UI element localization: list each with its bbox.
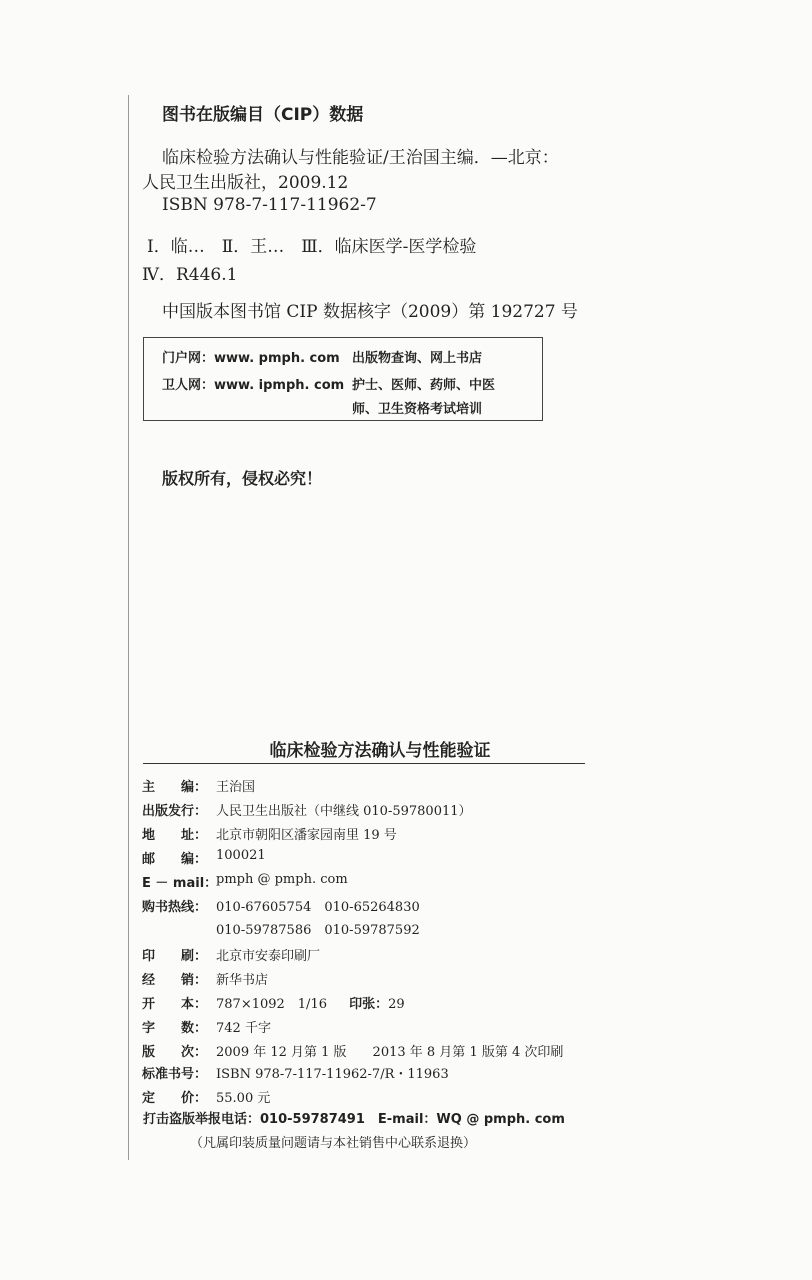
imprint-label: 定 价：: [142, 1091, 208, 1106]
portal-description: 出版物查询、网上书店: [352, 351, 483, 366]
imprint-value: [216, 993, 405, 1012]
imprint-label: 购书热线：: [142, 900, 208, 915]
imprint-label: 邮 编：: [142, 852, 208, 867]
imprint-label: 出版发行：: [142, 804, 208, 819]
imprint-value: 100021: [216, 848, 266, 863]
imprint-label: 地 址：: [142, 828, 208, 843]
cip-subjects: Ⅰ．临… Ⅱ．王… Ⅲ．临床医学-医学检验: [147, 237, 477, 257]
imprint-value: 742 千字: [216, 1021, 271, 1036]
print-sheets-label: 印张：: [349, 997, 389, 1012]
cip-line-2: 人民卫生出版社，2009.12: [142, 173, 349, 193]
imprint-label: 主 编：: [142, 780, 208, 795]
print-sheets-value: 29: [388, 997, 405, 1012]
piracy-hotline: 打击盗版举报电话：010-59787491 E-mail：WQ @ pmph. com: [143, 1112, 565, 1127]
title-rule: [143, 763, 585, 764]
imprint-value: 北京市朝阳区潘家园南里 19 号: [216, 828, 397, 843]
imprint-value: 人民卫生出版社（中继线 010-59780011）: [216, 804, 472, 819]
imprint-value: pmph @ pmph. com: [216, 872, 348, 887]
imprint-value: 2009 年 12 月第 1 版 2013 年 8 月第 1 版第 4 次印刷: [216, 1045, 564, 1060]
cip-title: 图书在版编目（CIP）数据: [162, 105, 364, 125]
format-value: 787×1092 1/16: [216, 997, 327, 1012]
imprint-value: 010-59787586 010-59787592: [216, 923, 420, 938]
imprint-value: ISBN 978-7-117-11962-7/R・11963: [216, 1067, 449, 1082]
imprint-label: 开 本：: [142, 997, 208, 1012]
cip-line-1: 临床检验方法确认与性能验证/王治国主编．—北京：: [162, 148, 559, 168]
imprint-value: 北京市安泰印刷厂: [216, 949, 321, 964]
cip-classification: Ⅳ．R446.1: [142, 265, 238, 285]
cip-verification: 中国版本图书馆 CIP 数据核字（2009）第 192727 号: [162, 302, 578, 322]
imprint-label: 标准书号：: [142, 1067, 208, 1082]
copyright-notice: 版权所有，侵权必究！: [162, 469, 323, 488]
cip-isbn: ISBN 978-7-117-11962-7: [162, 195, 377, 215]
imprint-value: 王治国: [216, 780, 256, 795]
health-description-2: 师、卫生资格考试培训: [352, 402, 483, 417]
website-info-box: [143, 337, 543, 421]
portal-website: 门户网：www. pmph. com: [162, 351, 340, 366]
imprint-value: 新华书店: [216, 973, 269, 988]
health-website: 卫人网：www. ipmph. com: [162, 378, 345, 393]
imprint-label: 字 数：: [142, 1021, 208, 1036]
imprint-value: 55.00 元: [216, 1091, 271, 1106]
book-title: 临床检验方法确认与性能验证: [269, 741, 491, 761]
imprint-value: 010-67605754 010-65264830: [216, 900, 420, 915]
imprint-label: 版 次：: [142, 1045, 208, 1060]
imprint-label: 印 刷：: [142, 949, 208, 964]
imprint-label: 经 销：: [142, 973, 208, 988]
return-note: （凡属印装质量问题请与本社销售中心联系退换）: [190, 1136, 477, 1151]
imprint-label: E － mail：: [142, 876, 218, 891]
left-margin-rule: [128, 95, 129, 1160]
health-description-1: 护士、医师、药师、中医: [352, 378, 496, 393]
